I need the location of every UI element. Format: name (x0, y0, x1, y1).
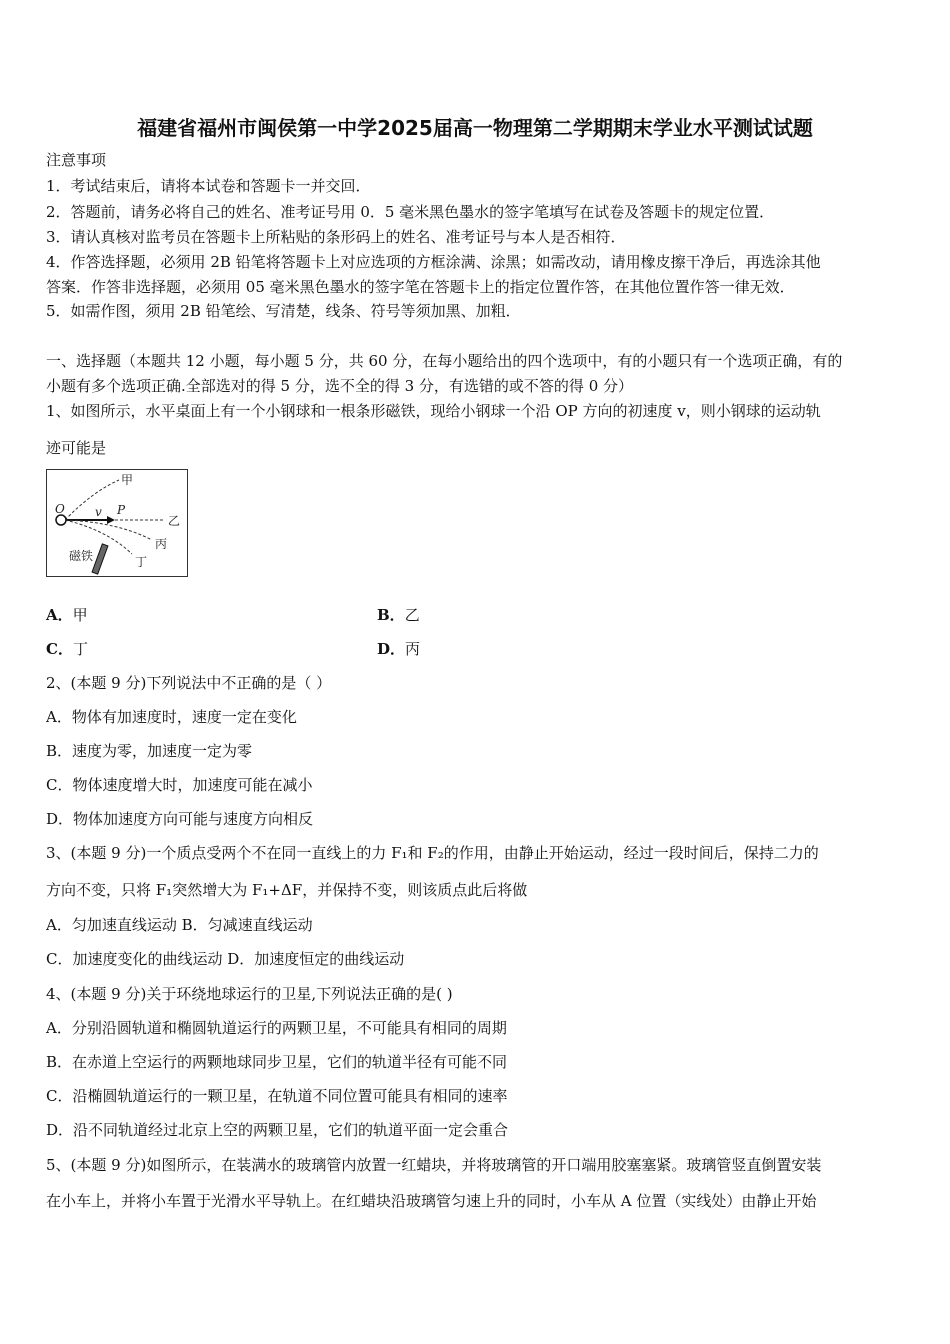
q1-option-c-letter: C． (46, 640, 73, 658)
notice-item-2: 2．答题前，请务必将自己的姓名、准考证号用 0．5 毫米黑色墨水的签字笔填写在试卷及答题卡的规定位置． (46, 203, 775, 221)
q5-stem-line1: 5、(本题 9 分)如图所示，在装满水的玻璃管内放置一红蜡块，并将玻璃管的开口端用胶塞塞紧。玻璃管竖直倒置安装 (46, 1156, 822, 1174)
q1-option-a-letter: A． (46, 606, 73, 624)
notice-item-3: 3．请认真核对监考员在答题卡上所粘贴的条形码上的姓名、准考证号与本人是否相符． (46, 228, 626, 246)
q1-option-d-letter: D． (377, 640, 406, 658)
label-v: v (95, 505, 102, 519)
q2-option-c: C．物体速度增大时，加速度可能在减小 (46, 776, 313, 794)
notice-item-5: 5．如需作图，须用 2B 铅笔绘、写清楚，线条、符号等须加黑、加粗． (46, 302, 521, 320)
q1-option-b (377, 604, 420, 626)
q2-option-b: B．速度为零，加速度一定为零 (46, 742, 253, 760)
page-title: 福建省福州市闽侯第一中学2025届高一物理第二学期期末学业水平测试试题 (137, 116, 813, 140)
q2-option-a: A．物体有加速度时，速度一定在变化 (46, 708, 297, 726)
label-ding: 丁 (135, 555, 148, 569)
bar-magnet (92, 544, 108, 574)
q4-stem: 4、(本题 9 分)关于环绕地球运行的卫星,下列说法正确的是( ) (46, 985, 453, 1003)
q2-option-d: D．物体加速度方向可能与速度方向相反 (46, 810, 314, 828)
q5-stem-line2: 在小车上，并将小车置于光滑水平导轨上。在红蜡块沿玻璃管匀速上升的同时，小车从 A 位置（实线处）由静止开始 (46, 1192, 817, 1210)
velocity-arrowhead (107, 516, 115, 524)
section-heading-line1: 一、选择题（本题共 12 小题，每小题 5 分，共 60 分，在每小题给出的四个选项中，有的小题只有一个选项正确，有的 (46, 352, 843, 370)
q3-options-ab: A．匀加速直线运动 B．匀减速直线运动 (46, 916, 313, 934)
q1-option-a (46, 604, 88, 626)
label-magnet: 磁铁 (69, 549, 94, 563)
label-yi: 乙 (168, 514, 181, 528)
q3-options-cd: C．加速度变化的曲线运动 D．加速度恒定的曲线运动 (46, 950, 405, 968)
q3-stem-line2: 方向不变，只将 F₁突然增大为 F₁+ΔF，并保持不变，则该质点此后将做 (46, 881, 528, 899)
notice-item-4: 4．作答选择题，必须用 2B 铅笔将答题卡上对应选项的方框涂满、涂黑；如需改动，请用橡皮擦干净后，再选涂其他 (46, 253, 821, 271)
q1-option-d-text: 丙 (405, 640, 421, 658)
q1-stem-line1: 1、如图所示，水平桌面上有一个小钢球和一根条形磁铁，现给小钢球一个沿 OP 方向的初速度 v，则小钢球的运动轨 (46, 402, 821, 420)
q4-option-c: C．沿椭圆轨道运行的一颗卫星，在轨道不同位置可能具有相同的速率 (46, 1087, 508, 1105)
steel-ball (56, 515, 66, 525)
q1-option-b-letter: B． (377, 606, 405, 624)
path-jia (65, 480, 119, 520)
q2-stem: 2、(本题 9 分)下列说法中不正确的是（ ） (46, 674, 332, 692)
q1-figure (46, 469, 188, 577)
label-p: P (117, 503, 126, 517)
notice-item-1: 1．考试结束后，请将本试卷和答题卡一并交回． (46, 177, 371, 195)
notice-heading: 注意事项 (46, 151, 107, 169)
label-o: O (55, 502, 65, 516)
q4-option-d: D．沿不同轨道经过北京上空的两颗卫星，它们的轨道平面一定会重合 (46, 1121, 509, 1139)
q4-option-b: B．在赤道上空运行的两颗地球同步卫星，它们的轨道半径有可能不同 (46, 1053, 508, 1071)
q1-option-b-text: 乙 (404, 606, 420, 624)
q1-option-c (46, 638, 88, 660)
q3-stem-line1: 3、(本题 9 分)一个质点受两个不在同一直线上的力 F₁和 F₂的作用，由静止开始运动，经过一段时间后，保持二力的 (46, 844, 819, 862)
notice-item-4-cont: 答案．作答非选择题，必须用 05 毫米黑色墨水的签字笔在答题卡上的指定位置作答，在其他位置作答一律无效． (46, 278, 795, 296)
q1-option-d (377, 638, 420, 660)
q1-option-c-text: 丁 (72, 640, 88, 658)
q1-stem-line2: 迹可能是 (46, 439, 107, 457)
magnet-trajectory-diagram (47, 470, 189, 578)
q1-option-a-text: 甲 (72, 606, 88, 624)
label-jia: 甲 (121, 473, 134, 487)
label-bing: 丙 (155, 537, 168, 551)
section-heading-line2: 小题有多个选项正确.全部选对的得 5 分，选不全的得 3 分，有选错的或不答的得 0 分） (46, 377, 634, 395)
q4-option-a: A．分别沿圆轨道和椭圆轨道运行的两颗卫星，不可能具有相同的周期 (46, 1019, 507, 1037)
